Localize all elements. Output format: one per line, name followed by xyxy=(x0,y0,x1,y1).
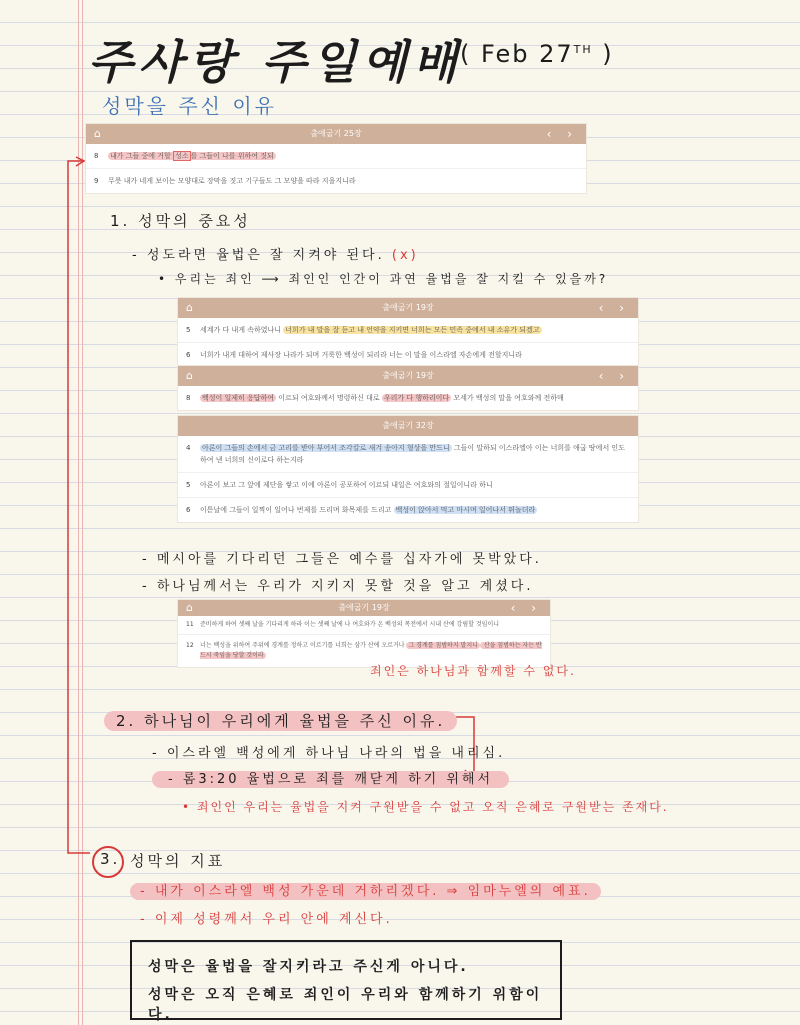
verse-highlight: 아론이 그들의 손에서 금 고리를 받아 부어서 조각칼로 새겨 송아지 형상을 만드니 xyxy=(202,444,450,452)
home-icon[interactable]: ⌂ xyxy=(94,127,101,140)
verse-row: 6 이튿날에 그들이 일찍이 일어나 번제를 드리며 화목제를 드리고 백성이 앉아서 먹고 마시며 일어나서 뛰놀더라 xyxy=(186,506,536,514)
date: ( Feb 27TH ) xyxy=(460,40,614,68)
verse-highlight: 그 경계를 침범하지 말지니 xyxy=(408,642,478,649)
section2-heading: 2. 하나님이 우리에게 율법을 주신 이유. xyxy=(104,710,457,731)
section2-sub2: - 롬3:20 율법으로 죄를 깨닫게 하기 위해서 xyxy=(152,768,509,787)
verse-row: 6 너희가 내게 대하여 제사장 나라가 되며 거룩한 백성이 되리라 너는 이 말을 이스라엘 자손에게 전할지니라 xyxy=(186,351,522,359)
verse-row: 11 준비하게 하여 셋째 날을 기다리게 하라 이는 셋째 날에 나 여호와가 온 백성의 목전에서 시내 산에 강림할 것임이니 xyxy=(178,616,550,635)
chevron-nav-icon[interactable]: ‹ › xyxy=(546,127,578,141)
verse-highlight: 백성이 일제히 응답하여 xyxy=(202,394,275,402)
verse-row: 8 내가 그들 중에 거할 성소 를 그들이 나를 위하여 짓되 xyxy=(86,144,586,169)
card-header xyxy=(86,124,586,144)
note-messiah: - 메시아를 기다리던 그들은 예수를 십자가에 못박았다. xyxy=(142,552,542,567)
section2-sub1: - 이스라엘 백성에게 하나님 나라의 법을 내리심. xyxy=(152,746,506,761)
bible-card-exodus-25 xyxy=(86,124,586,193)
verse-row: 12 너는 백성을 위하여 주위에 경계를 정하고 이르기를 너희는 삼가 산에 오르거나 그 경계를 침범하지 말지니 산을 침범하는 자는 반드시 죽임을 당할 것이라 xyxy=(186,642,542,659)
card-title: 출애굽기 25장 xyxy=(310,129,362,138)
verse-highlight: 우리가 다 행하리이다 xyxy=(383,394,450,402)
summary-box xyxy=(130,940,562,1023)
note-god-knew: - 하나님께서는 우리가 지키지 못할 것을 알고 계셨다. xyxy=(142,579,534,594)
card-title: 출애굽기 19장 xyxy=(382,371,434,380)
verse-highlight: 너희가 내 말을 잘 듣고 내 언약을 지키면 너희는 모든 민족 중에서 내 소유가 되겠고 xyxy=(285,326,540,334)
verse-highlight: 내가 그들 중에 거할 성소 를 그들이 나를 위하여 짓되 xyxy=(110,152,274,160)
note-sinner: 죄인은 하나님과 함께할 수 없다. xyxy=(370,664,576,678)
section1-note1: - 성도라면 율법은 잘 지켜야 된다. (x) xyxy=(132,248,419,263)
home-icon[interactable]: ⌂ xyxy=(186,369,193,382)
section1-note2: • 우리는 죄인 ⟶ 죄인인 인간이 과연 율법을 잘 지킬 수 있을까? xyxy=(158,272,609,286)
section1-heading: 1. 성막의 중요성 xyxy=(110,212,251,230)
verse-highlight: 산을 침범하는 자는 반드시 죽임을 당할 것이라 xyxy=(200,642,542,659)
bible-card-exodus-19b xyxy=(178,366,638,410)
home-icon[interactable]: ⌂ xyxy=(186,301,193,314)
bible-card-exodus-19c xyxy=(178,600,550,667)
verse-row: 8 백성이 일제히 응답하여 이르되 여호와께서 명령하신 대로 우리가 다 행하리이다 모세가 백성의 말을 여호와께 전하매 xyxy=(186,394,564,402)
verse-row: 5 아론이 보고 그 앞에 제단을 쌓고 이에 아론이 공포하여 이르되 내일은 여호와의 절일이니라 하니 xyxy=(178,473,638,498)
chevron-nav-icon[interactable]: ‹ › xyxy=(598,301,630,315)
bible-card-exodus-19a xyxy=(178,298,638,367)
section3-num: 3. xyxy=(100,850,121,868)
card-title: 출애굽기 19장 xyxy=(382,303,434,312)
summary-line-2: 성막은 오직 은혜로 죄인이 우리와 함께하기 위함이다. xyxy=(148,987,543,1023)
chevron-nav-icon[interactable]: ‹ › xyxy=(598,369,630,383)
page-title: 주사랑 주일예배 xyxy=(88,35,464,89)
home-icon[interactable]: ⌂ xyxy=(186,601,193,614)
verse-highlight: 백성이 앉아서 먹고 마시며 일어나서 뛰놀더라 xyxy=(395,506,536,514)
boxed-word: 성소 xyxy=(175,152,189,160)
summary-line-1: 성막은 율법을 잘지키라고 주신게 아니다. xyxy=(148,959,469,975)
section3-sub1: - 내가 이스라엘 백성 가운데 거하리겠다. ⇒ 임마누엘의 예표. xyxy=(130,880,601,899)
bible-card-exodus-32 xyxy=(178,416,638,522)
verse-row: 5 세계가 다 내게 속하였나니 너희가 내 말을 잘 듣고 내 언약을 지키면 너희는 모든 민족 중에서 내 소유가 되겠고 xyxy=(178,318,638,343)
section3-heading: 성막의 지표 xyxy=(130,852,226,870)
section2-sub3: • 죄인인 우리는 율법을 지켜 구원받을 수 없고 오직 은혜로 구원받는 존재다. xyxy=(182,800,669,814)
card-title: 출애굽기 19장 xyxy=(338,603,390,612)
chevron-nav-icon[interactable]: ‹ › xyxy=(510,601,542,615)
verse-row: 4 아론이 그들의 손에서 금 고리를 받아 부어서 조각칼로 새겨 송아지 형상을 만드니 그들이 말하되 이스라엘아 이는 너희를 애굽 땅에서 인도하여 낸 너희의 신이로다 하는지라 xyxy=(178,436,638,473)
verse-row: 9 무릇 내가 네게 보이는 모양대로 장막을 짓고 기구들도 그 모양을 따라 지을지니라 xyxy=(94,177,356,185)
section3-sub2: - 이제 성령께서 우리 안에 계신다. xyxy=(140,912,393,927)
card-title: 출애굽기 32장 xyxy=(382,421,434,430)
subtitle: 성막을 주신 이유 xyxy=(102,94,277,118)
